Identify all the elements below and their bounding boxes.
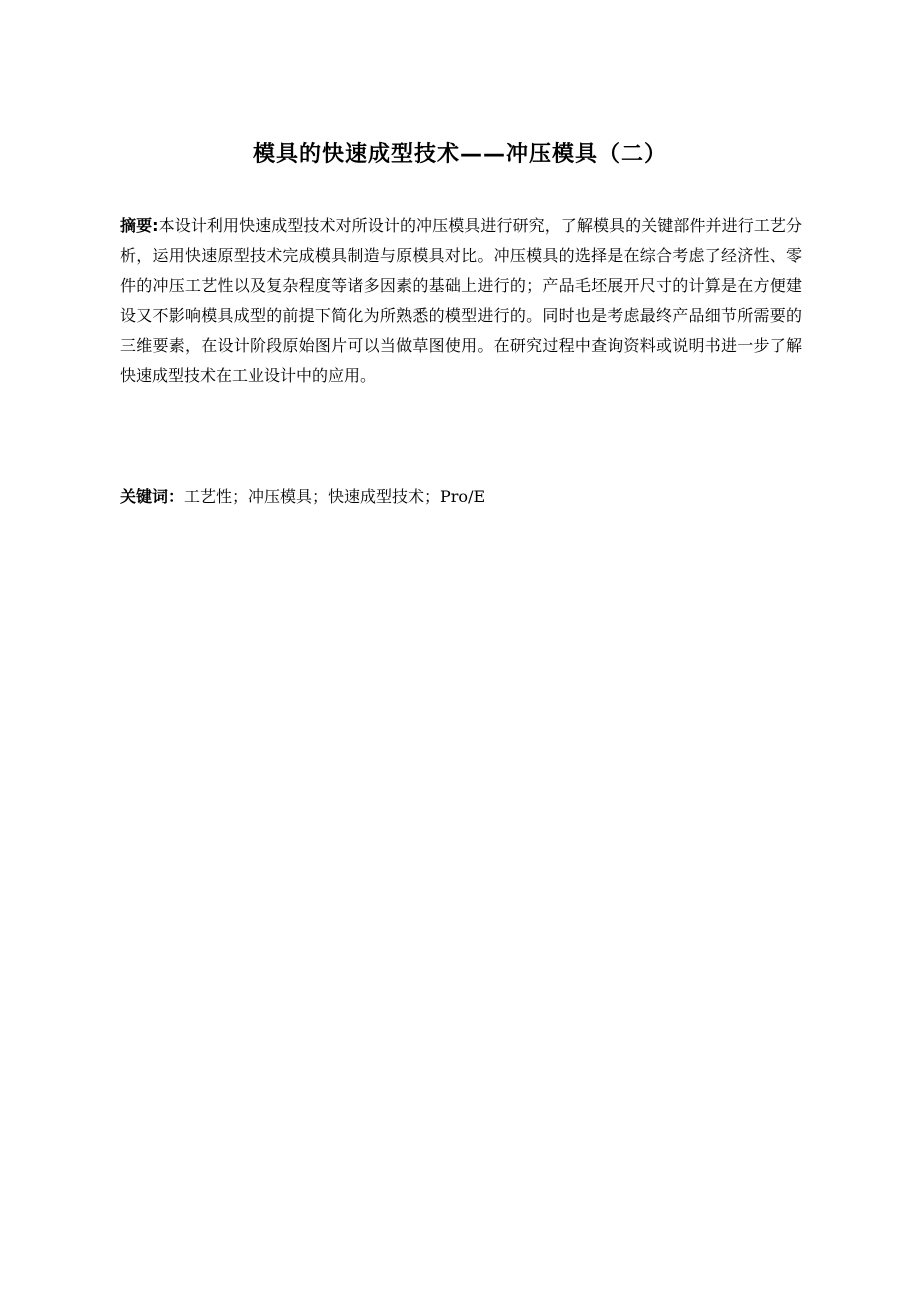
abstract-paragraph [120,211,802,391]
keywords-paragraph [120,482,802,512]
abstract-label: 摘要: [120,216,159,235]
document-title: 模具的快速成型技术——冲压模具（二） [252,142,667,167]
keywords-label: 关键词： [120,487,185,506]
keywords-text: 工艺性；冲压模具；快速成型技术；Pro/E [184,487,486,506]
abstract-text: 本设计利用快速成型技术对所设计的冲压模具进行研究，了解模具的关键部件并进行工艺分析，运用快速原型技术完成模具制造与原模具对比。冲压模具的选择是在综合考虑了经济性、零件的冲压工艺性以及复杂程度等诸多因素的基础上进行的；产品毛坯展开尺寸的计算是在方便建设又不影响模具成型的前提下简化为所熟悉的模型进行的。同时也是考虑最终产品细节所需要的三维要素，在设计阶段原始图片可以当做草图使用。在研究过程中查询资料或说明书进一步了解快速成型技术在工业设计中的应用。 [120,216,802,385]
